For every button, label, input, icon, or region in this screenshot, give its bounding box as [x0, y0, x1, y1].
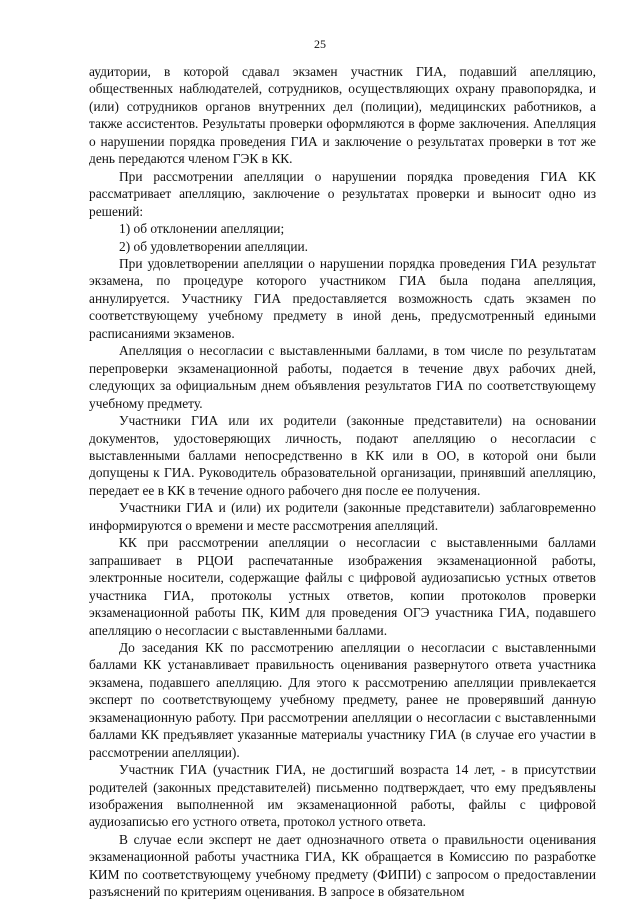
body-text	[89, 63, 596, 901]
paragraph-8: До заседания КК по рассмотрению апелляции о несогласии с выставленными баллами КК устанавливает правильность оценивания развернутого ответа участника экзамена, подавшего апелляцию. Для этого к рассмотрению апелляции привлекается эксперт по соответствующему учебному предмету, ранее не проверявший данную экзаменационную работу. При рассмотрении апелляции о несогласии с выставленными баллами КК предъявляет указанные материалы участнику ГИА (в случае его участии в рассмотрении апелляции).	[89, 639, 596, 760]
paragraph-1: аудитории, в которой сдавал экзамен участник ГИА, подавший апелляцию, общественных наблюдателей, сотрудников, осуществляющих охрану правопорядка, и (или) сотрудников органов внутренних дел (полиции), медицинских работников, а также ассистентов. Результаты проверки оформляются в форме заключения. Апелляция о нарушении порядка проведения ГИА и заключение о результатах проверки в тот же день передаются членом ГЭК в КК.	[89, 64, 596, 167]
page-number: 25	[314, 37, 326, 51]
paragraph-9: Участник ГИА (участник ГИА, не достигший возраста 14 лет, - в присутствии родителей (законных представителей) письменно подтверждает, что ему предъявлены изображения выполненной им экзаменационной работы, файлы с цифровой аудиозаписью его устного ответа, протокол устного ответа.	[89, 762, 596, 830]
list-item-2: 2) об удовлетворении апелляции.	[119, 238, 308, 254]
paragraph-3: При удовлетворении апелляции о нарушении порядка проведения ГИА результат экзамена, по процедуре которого участником ГИА была подана апелляция, аннулируется. Участнику ГИА предоставляется возможность сдать экзамен по соответствующему учебному предмету в иной день, предусмотренный едиными расписаниями экзаменов.	[89, 255, 596, 341]
paragraph-10: В случае если эксперт не дает однозначного ответа о правильности оценивания экзаменационной работы участника ГИА, КК обращается в Комиссию по разработке КИМ по соответствующему учебному предмету (ФИПИ) с запросом о предоставлении разъяснений по критериям оценивания. В запросе в обязательном	[89, 831, 596, 900]
paragraph-2: При рассмотрении апелляции о нарушении порядка проведения ГИА КК рассматривает апелляцию, заключение о результатах проверки и выносит одно из решений:	[89, 168, 596, 219]
paragraph-6: Участники ГИА и (или) их родители (законные представители) заблаговременно информируются о времени и месте рассмотрения апелляций.	[89, 500, 596, 533]
paragraph-5: Участники ГИА или их родители (законные представители) на основании документов, удостоверяющих личность, подают апелляцию о несогласии с выставленными баллами непосредственно в КК или в ОО, в которой они были допущены к ГИА. Руководитель образовательной организации, принявший апелляцию, передает ее в КК в течение одного рабочего дня после ее получения.	[89, 413, 596, 498]
paragraph-4: Апелляция о несогласии с выставленными баллами, в том числе по результатам перепроверки экзаменационной работы, подается в течение двух рабочих дней, следующих за официальным днем объявления результатов ГИА по соответствующему учебному предмету.	[89, 343, 596, 411]
paragraph-7: КК при рассмотрении апелляции о несогласии с выставленными баллами запрашивает в РЦОИ распечатанные изображения экзаменационной работы, электронные носители, содержащие файлы с цифровой аудиозаписью устных ответов участника ГИА, протоколы устных ответов, копии протоколов проверки экзаменационной работы ПК, КИМ для проведения ОГЭ участника ГИА, подавшего апелляцию о несогласии с выставленными баллами.	[89, 535, 596, 638]
list-item-1: 1) об отклонении апелляции;	[119, 221, 285, 237]
